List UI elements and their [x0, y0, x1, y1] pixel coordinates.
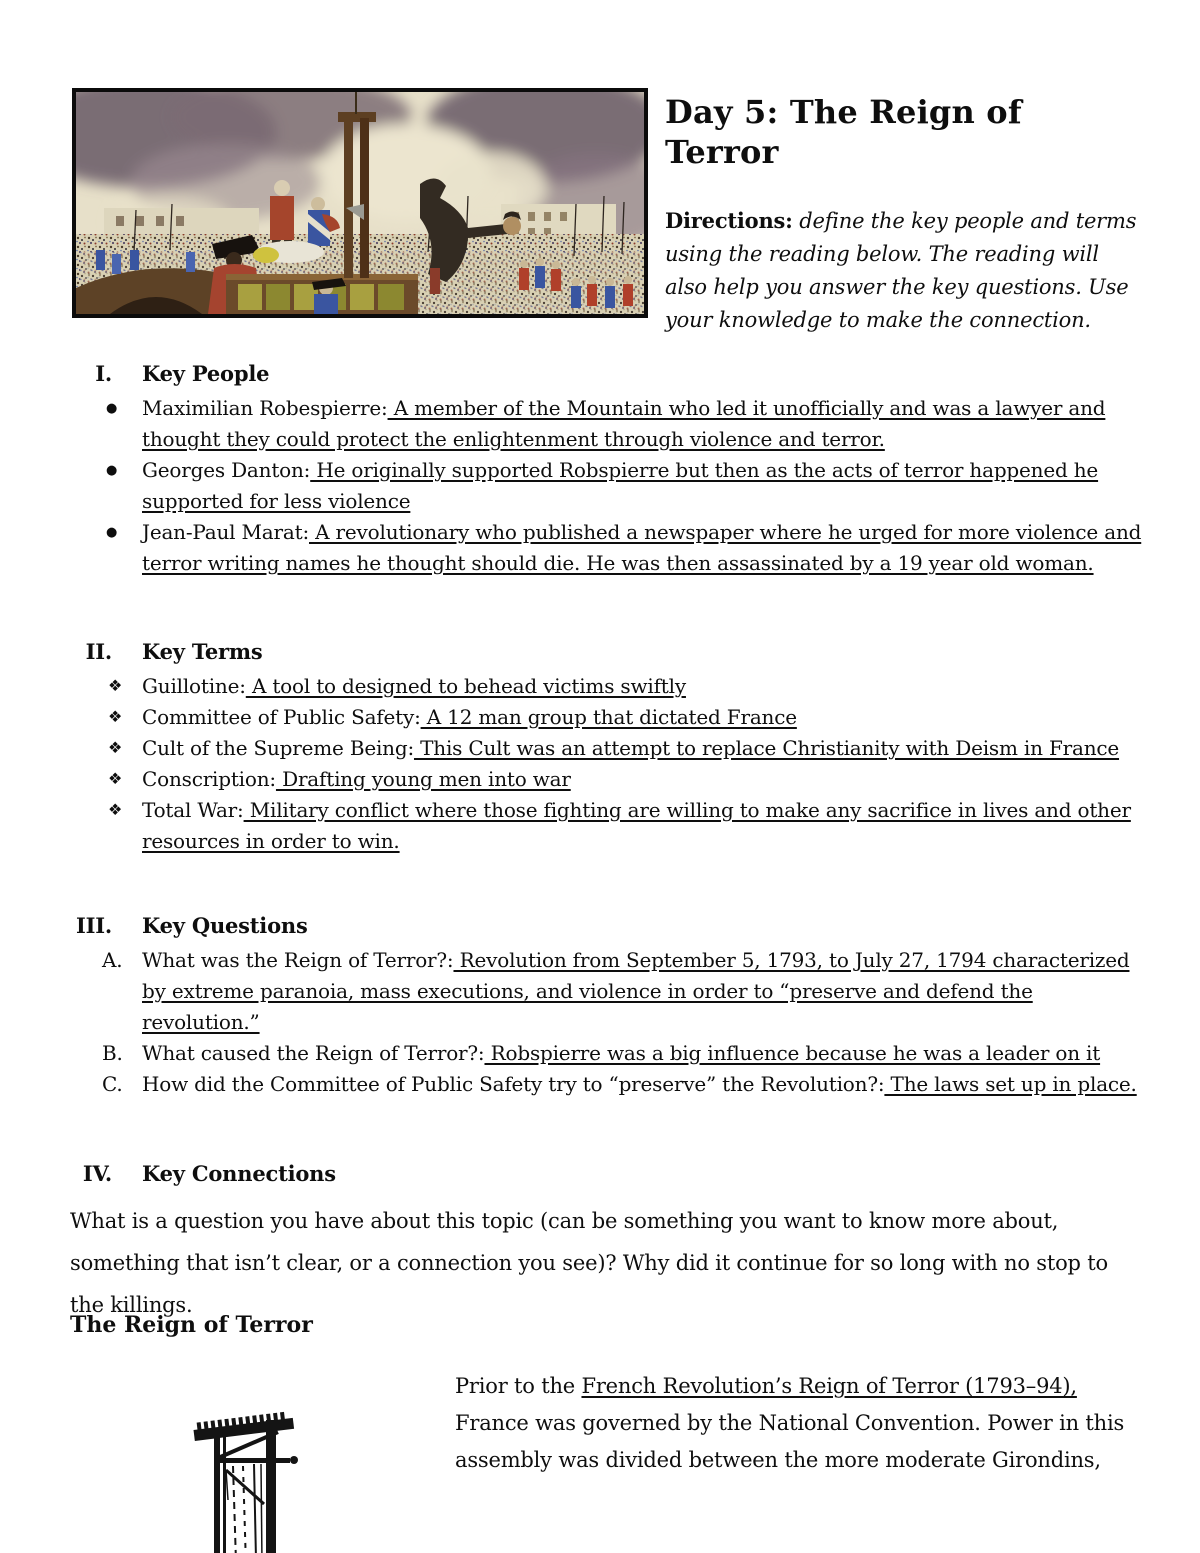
- term-label: Committee of Public Safety:: [142, 705, 421, 729]
- list-item: [60, 393, 1145, 455]
- question-text: How did the Committee of Public Safety try to “preserve” the Revolution?:: [142, 1072, 885, 1096]
- term-label: Jean-Paul Marat:: [142, 520, 309, 544]
- answer-text: A 12 man group that dictated France: [420, 705, 797, 729]
- section-heading: Key Terms: [142, 639, 263, 664]
- list-item: [60, 1038, 1145, 1069]
- round-bullet-icon: ●: [106, 401, 118, 416]
- list-item: [60, 733, 1145, 764]
- section-heading: Key People: [142, 361, 270, 386]
- page-title: Day 5: The Reign of Terror: [665, 93, 1022, 171]
- section-key-questions: [60, 910, 1145, 1100]
- reading-heading: The Reign of Terror: [70, 1312, 313, 1338]
- letter-marker: A.: [102, 948, 123, 972]
- list-item: [60, 764, 1145, 795]
- list-item: [60, 1069, 1145, 1100]
- reading-rest: France was governed by the National Convention. Power in this assembly was divided between the more moderate Girondins,: [455, 1411, 1125, 1472]
- directions-label: Directions:: [665, 208, 793, 233]
- round-bullet-icon: ●: [106, 463, 118, 478]
- roman-numeral: IV.: [82, 1161, 112, 1186]
- directions: [665, 204, 1137, 337]
- list-item: [60, 945, 1145, 1038]
- answer-text: Robspierre was a big influence because he was a leader on it: [484, 1041, 1101, 1065]
- section-key-terms: [60, 636, 1145, 857]
- answer-text: Revolution from September 5, 1793, to July 27, 1794 characterized by extreme paranoia, mass executions, and violence in order to “preserve and defend the revolution.”: [142, 948, 1130, 1034]
- guillotine-drawing-image: [178, 1396, 310, 1553]
- letter-marker: B.: [102, 1041, 123, 1065]
- roman-numeral: II.: [85, 639, 112, 664]
- term-label: Total War:: [142, 798, 244, 822]
- roman-numeral: I.: [95, 361, 112, 386]
- list-item: [60, 455, 1145, 517]
- question-text: What caused the Reign of Terror?:: [142, 1041, 485, 1065]
- answer-text: He originally supported Robspierre but then as the acts of terror happened he supported for less violence: [142, 458, 1099, 513]
- letter-marker: C.: [102, 1072, 123, 1096]
- answer-text: The laws set up in place.: [884, 1072, 1137, 1096]
- round-bullet-icon: ●: [106, 525, 118, 540]
- citation-link[interactable]: French Revolution’s Reign of Terror (1793–94),: [581, 1374, 1077, 1398]
- term-label: Cult of the Supreme Being:: [142, 736, 414, 760]
- connections-prompt: What is a question you have about this topic (can be something you want to know more about, something that isn’t clear, or a connection you see)? Why did it continue for so long with no stop to the killings.: [70, 1209, 1108, 1317]
- list-item: [60, 671, 1145, 702]
- term-label: Georges Danton:: [142, 458, 311, 482]
- diamond-bullet-icon: ❖: [108, 707, 123, 726]
- list-item: [60, 517, 1145, 579]
- answer-text: Drafting young men into war: [275, 767, 571, 791]
- term-label: Maximilian Robespierre:: [142, 396, 388, 420]
- guillotine-engraving: [178, 1396, 310, 1553]
- roman-numeral: III.: [76, 913, 112, 938]
- section-key-connections: [60, 1158, 1145, 1326]
- answer-text: Military conflict where those fighting are willing to make any sacrifice in lives and other resources in order to win.: [142, 798, 1131, 853]
- question-text: What was the Reign of Terror?:: [142, 948, 454, 972]
- section-heading: Key Connections: [142, 1161, 336, 1186]
- diamond-bullet-icon: ❖: [108, 800, 123, 819]
- diamond-bullet-icon: ❖: [108, 676, 123, 695]
- diamond-bullet-icon: ❖: [108, 769, 123, 788]
- answer-text: A member of the Mountain who led it unofficially and was a lawyer and thought they could protect the enlightenment through violence and terror.: [142, 396, 1106, 451]
- answer-text: A tool to designed to behead victims swiftly: [245, 674, 686, 698]
- list-item: [60, 795, 1145, 857]
- section-key-people: [60, 358, 1145, 579]
- answer-text: This Cult was an attempt to replace Christianity with Deism in France: [413, 736, 1120, 760]
- term-label: Guillotine:: [142, 674, 246, 698]
- reading-paragraph: [455, 1368, 1147, 1479]
- execution-scene-image: [72, 88, 648, 318]
- directions-text: define the key people and terms using the reading below. The reading will also help you answer the key questions. Use your knowledge to make the connection.: [665, 209, 1137, 332]
- term-label: Conscription:: [142, 767, 276, 791]
- reading-prefix: Prior to the: [455, 1374, 582, 1398]
- diamond-bullet-icon: ❖: [108, 738, 123, 757]
- section-heading: Key Questions: [142, 913, 308, 938]
- execution-painting: [76, 92, 644, 314]
- answer-text: A revolutionary who published a newspaper where he urged for more violence and terror writing names he thought should die. He was then assassinated by a 19 year old woman.: [142, 520, 1142, 575]
- list-item: [60, 702, 1145, 733]
